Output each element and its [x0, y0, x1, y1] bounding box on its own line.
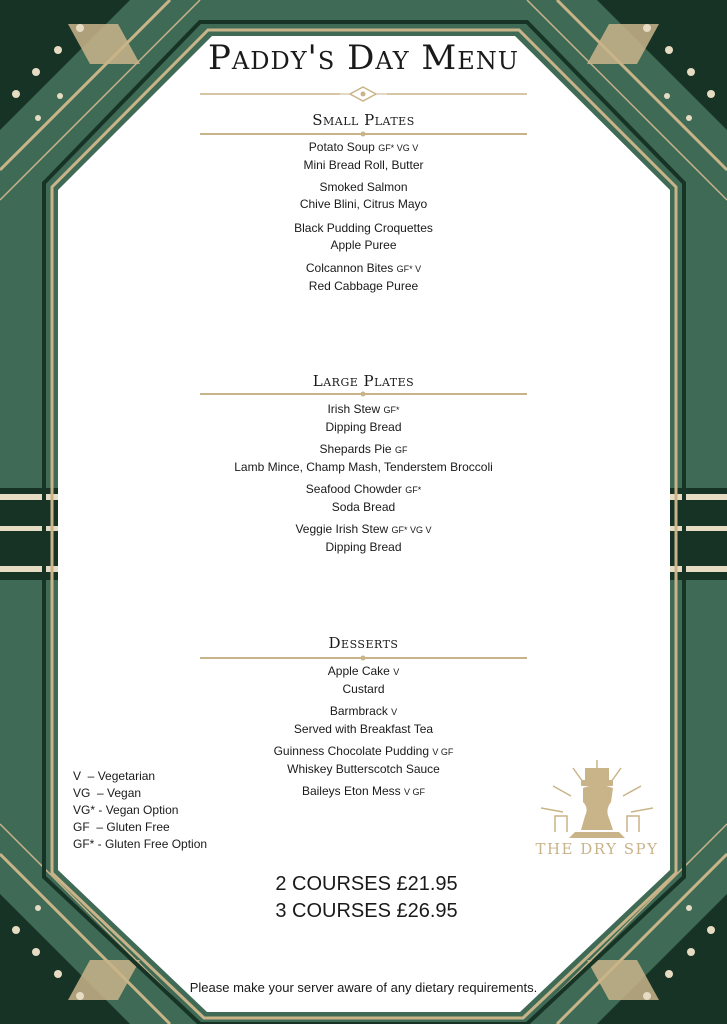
item-description: Chive Blini, Citrus Mayo [299, 197, 428, 211]
item-description: Whiskey Butterscotch Sauce [287, 762, 440, 776]
dietary-notice: Please make your server aware of any dietary requirements. [189, 980, 538, 995]
item-name: Colcannon Bites [305, 261, 394, 275]
item-tags: V GF [404, 787, 426, 797]
legend-code: V [73, 769, 82, 783]
legend-sep: – [81, 769, 98, 783]
section-title-small-plates: Small Plates [312, 111, 415, 129]
item-name: Irish Stew [327, 402, 381, 416]
item-tags: GF* V [396, 264, 422, 274]
item-description: Dipping Bread [325, 540, 402, 554]
menu-item [0, 703, 727, 738]
menu-item [0, 260, 727, 295]
legend-row [73, 819, 170, 836]
legend-code: VG [73, 786, 91, 800]
legend-meaning: Vegetarian [97, 769, 156, 783]
legend-meaning: Gluten Free [106, 820, 170, 834]
legend-sep: - [94, 837, 106, 851]
item-description: Lamb Mince, Champ Mash, Tenderstem Broccoli [234, 460, 493, 474]
item-tags: V GF [432, 747, 454, 757]
legend-row [73, 836, 207, 853]
item-tags: V [391, 707, 398, 717]
legend-meaning: Vegan Option [105, 803, 179, 817]
legend-code: GF* [73, 837, 95, 851]
price-three-courses: 3 COURSES £26.95 [275, 900, 458, 922]
item-tags: GF* [383, 405, 400, 415]
legend-row [73, 768, 155, 785]
section-divider [200, 390, 527, 398]
legend-meaning: Vegan [107, 786, 142, 800]
item-name: Potato Soup [308, 140, 375, 154]
item-name: Guinness Chocolate Pudding [273, 744, 430, 758]
item-description: Served with Breakfast Tea [293, 722, 434, 736]
title-ornament [200, 86, 527, 102]
price-two-courses: 2 COURSES £21.95 [275, 873, 458, 895]
section-title-desserts: Desserts [328, 634, 399, 652]
item-description: Soda Bread [331, 500, 396, 514]
item-name: Smoked Salmon [319, 180, 408, 194]
the-dry-spy-logo [535, 758, 660, 868]
menu-item [0, 481, 727, 516]
menu-item [0, 139, 727, 174]
legend-row [73, 802, 178, 819]
item-name: Baileys Eton Mess [301, 784, 401, 798]
menu-item [0, 220, 727, 254]
item-name: Barmbrack [329, 704, 388, 718]
section-divider [200, 130, 527, 138]
legend-code: GF [73, 820, 90, 834]
item-description: Red Cabbage Puree [308, 279, 419, 293]
item-tags: GF* VG V [378, 143, 419, 153]
item-name: Shepards Pie [319, 442, 392, 456]
menu-item [0, 179, 727, 213]
legend-code: VG* [73, 803, 96, 817]
item-description: Dipping Bread [325, 420, 402, 434]
section-title-large-plates: Large Plates [312, 372, 415, 390]
legend-row [73, 785, 141, 802]
item-name: Black Pudding Croquettes [294, 221, 433, 235]
menu-title: Paddy's Day Menu [208, 38, 519, 78]
menu-item [0, 521, 727, 556]
legend-sep: – [89, 820, 107, 834]
legend-sep: – [90, 786, 108, 800]
legend-sep: - [95, 803, 106, 817]
item-description: Mini Bread Roll, Butter [303, 158, 424, 172]
item-description: Custard [342, 682, 385, 696]
item-name: Veggie Irish Stew [295, 522, 389, 536]
legend-meaning: Gluten Free Option [105, 837, 208, 851]
menu-item [0, 441, 727, 476]
svg-text:THE DRY SPY: THE DRY SPY [535, 840, 659, 858]
menu-item [0, 401, 727, 436]
item-name: Apple Cake [327, 664, 390, 678]
section-divider [200, 654, 527, 662]
item-description: Apple Puree [330, 238, 397, 252]
item-name: Seafood Chowder [305, 482, 402, 496]
item-tags: GF* VG V [391, 525, 432, 535]
item-tags: GF* [405, 485, 422, 495]
item-tags: GF [394, 445, 408, 455]
menu-item [0, 663, 727, 698]
item-tags: V [393, 667, 400, 677]
